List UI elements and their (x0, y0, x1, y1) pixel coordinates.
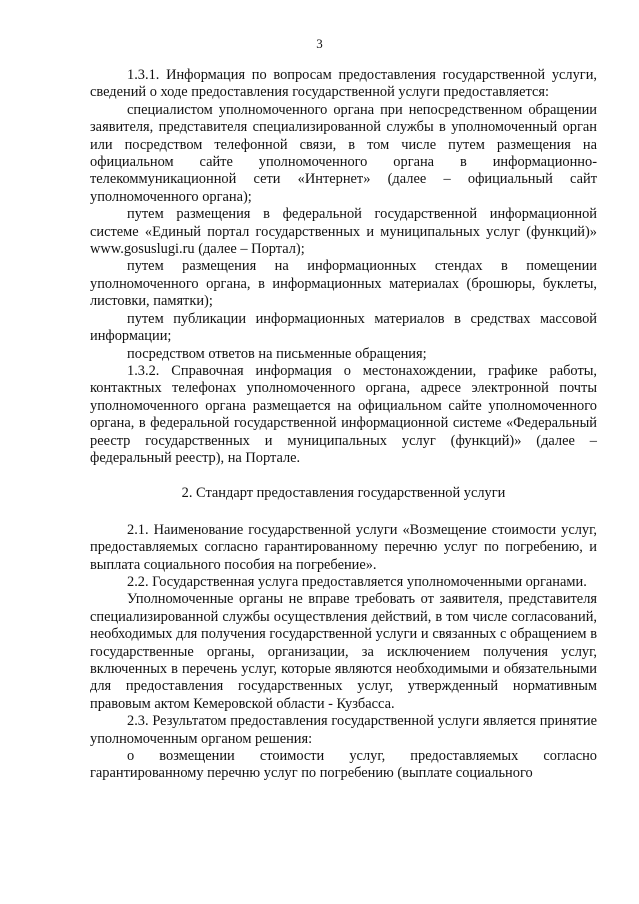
page-number: 3 (316, 36, 323, 51)
paragraph-specialist: специалистом уполномоченного органа при непосредственном обращении заявителя, представителя специализированной службы в уполномоченный орган или посредством телефонной связи, в том числе путем размещения на официальном сайте уполномоченного органа в информационно-телекоммуникационной сети «Интернет» (далее – официальный сайт уполномоченного органа); (90, 101, 597, 205)
paragraph-1-3-2: 1.3.2. Справочная информация о местонахождении, графике работы, контактных телефонах уполномоченного органа, адресе электронной почты уполномоченного органа размещается на официальном сайте уполномоченного органа, в федеральной государственной информационной системе «Федеральный реестр государственных и муниципальных услуг (функций)» (далее – федеральный реестр), на Портале. (90, 362, 597, 466)
paragraph-stands: путем размещения на информационных стендах в помещении уполномоченного органа, в информационных материалах (брошюры, буклеты, листовки, памятки); (90, 258, 597, 310)
paragraph-2-1: 2.1. Наименование государственной услуги «Возмещение стоимости услуг, предоставляемых согласно гарантированному перечню услуг по погребению, и выплата социального пособия на погребение». (90, 521, 597, 573)
paragraph-written-requests: посредством ответов на письменные обращения; (127, 345, 427, 362)
section-heading: 2. Стандарт предоставления государственной услуги (181, 485, 506, 502)
document-body (90, 67, 597, 783)
paragraph-media: путем публикации информационных материалов в средствах массовой информации; (90, 310, 597, 345)
paragraph-portal: путем размещения в федеральной государственной информационной системе «Единый портал государственных и муниципальных услуг (функций)» www.gosuslugi.ru (далее – Портал); (90, 206, 597, 258)
paragraph-authorities: Уполномоченные органы не вправе требовать от заявителя, представителя специализированной службы осуществления действий, в том числе согласований, необходимых для получения государственной услуги и связанных с обращением в государственные органы, организации, за исключением получения услуг, включенных в перечень услуг, которые являются необходимыми и обязательными для предоставления государственных услуг, утвержденный нормативным правовым актом Кемеровской области - Кузбасса. (90, 591, 597, 712)
paragraph-1-3-1: 1.3.1. Информация по вопросам предоставления государственной услуги, сведений о ходе предоставления государственной услуги предоставляется: (90, 67, 597, 101)
paragraph-reimbursement: о возмещении стоимости услуг, предоставляемых согласно гарантированному перечню услуг по погребению (выплате социального (90, 748, 597, 782)
paragraph-2-2: 2.2. Государственная услуга предоставляется уполномоченными органами. (127, 573, 587, 590)
paragraph-2-3: 2.3. Результатом предоставления государственной услуги является принятие уполномоченным органом решения: (90, 713, 597, 747)
